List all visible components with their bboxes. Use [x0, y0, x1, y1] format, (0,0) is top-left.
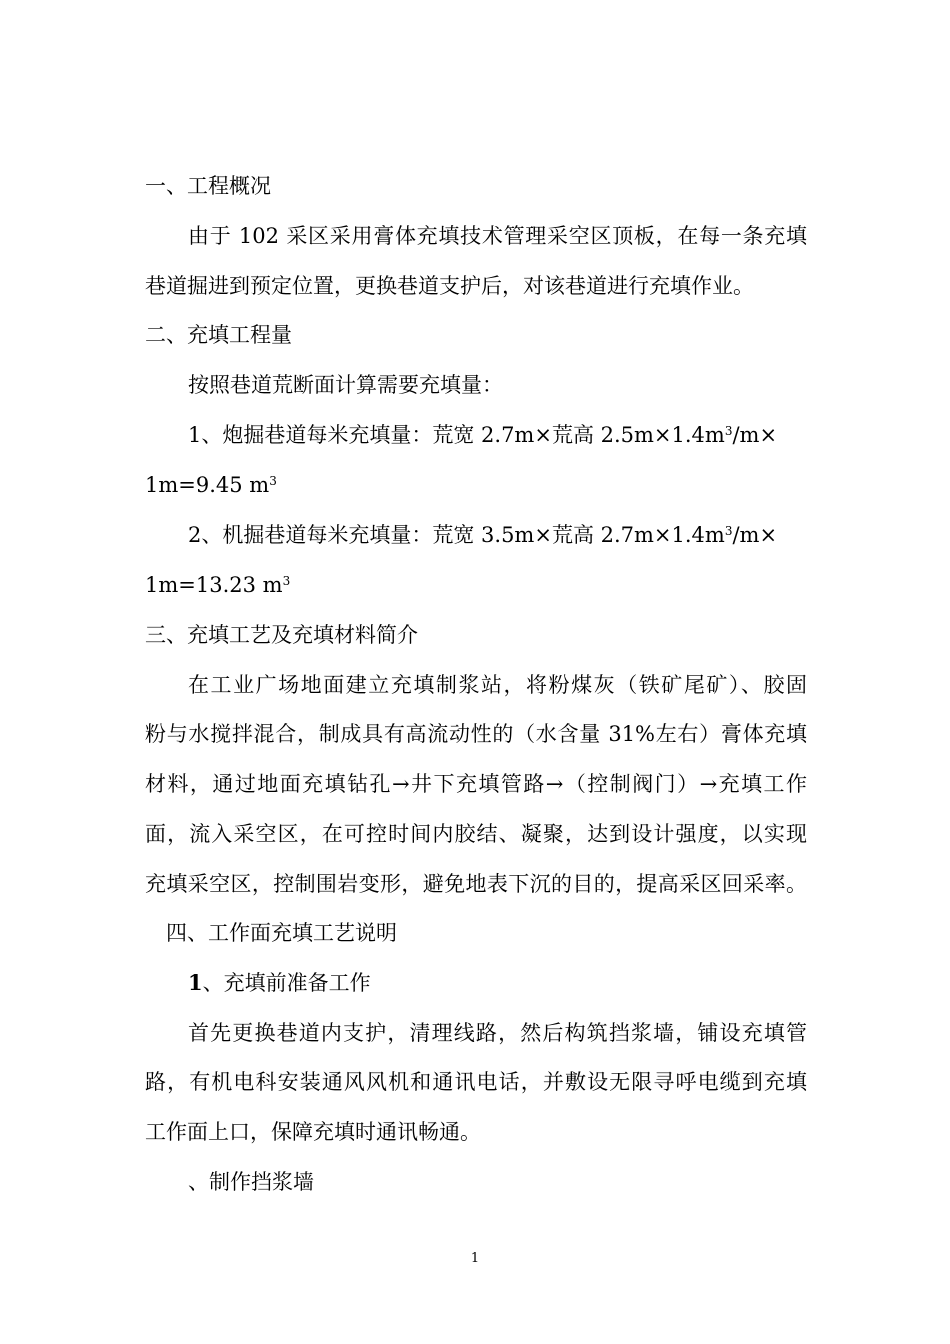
section-4-subheading-2: 、制作挡浆墙: [188, 1170, 314, 1194]
subheading-1-text: 、充填前准备工作: [202, 971, 371, 995]
section-2-item-2: [188, 521, 777, 549]
section-4-subheading-1: [188, 969, 371, 997]
item-1-formula: 1、炮掘巷道每米充填量：荒宽 2.7m×荒高 2.5m×1.4m: [188, 423, 725, 447]
section-4-paragraph-line: 路，有机电科安装通风风机和通讯电话，并敷设无限寻呼电缆到充填: [145, 1070, 807, 1094]
item-1-result: 1m=9.45 m: [145, 473, 270, 497]
subheading-1-number: 1: [188, 970, 203, 995]
section-2-item-1-result: [145, 471, 277, 499]
item-2-result: 1m=13.23 m: [145, 573, 283, 597]
section-3-paragraph-line: 在工业广场地面建立充填制浆站，将粉煤灰（铁矿尾矿）、胶固: [188, 673, 807, 697]
section-3-heading: 三、充填工艺及充填材料简介: [145, 623, 418, 647]
section-3-paragraph-line: 粉与水搅拌混合，制成具有高流动性的（水含量 31%左右）膏体充填: [145, 722, 807, 746]
item-2-formula-tail: /m×: [732, 523, 778, 547]
section-2-intro: 按照巷道荒断面计算需要充填量：: [188, 373, 503, 397]
item-2-result-superscript: 3: [282, 574, 291, 588]
item-1-superscript: 3: [724, 424, 733, 438]
section-3-paragraph-line: 材料，通过地面充填钻孔→井下充填管路→（控制阀门）→充填工作: [145, 772, 807, 796]
page-number: 1: [470, 1251, 480, 1266]
section-3-paragraph-line: 充填采空区，控制围岩变形，避免地表下沉的目的，提高采区回采率。: [145, 872, 807, 896]
section-4-heading: 四、工作面充填工艺说明: [166, 921, 397, 945]
item-1-formula-tail: /m×: [732, 423, 778, 447]
section-3-paragraph-line: 面，流入采空区，在可控时间内胶结、凝聚，达到设计强度，以实现: [145, 822, 807, 846]
section-2-item-2-result: [145, 571, 290, 599]
item-2-superscript: 3: [724, 524, 733, 538]
section-1-paragraph-line: 巷道掘进到预定位置，更换巷道支护后，对该巷道进行充填作业。: [145, 274, 754, 298]
section-2-heading: 二、充填工程量: [145, 323, 292, 347]
section-4-paragraph-line: 工作面上口，保障充填时通讯畅通。: [145, 1120, 481, 1144]
section-1-paragraph-line: 由于 102 采区采用膏体充填技术管理采空区顶板，在每一条充填: [188, 224, 807, 248]
item-1-result-superscript: 3: [269, 474, 277, 488]
section-2-item-1: [188, 421, 777, 449]
section-4-paragraph-line: 首先更换巷道内支护，清理线路，然后构筑挡浆墙，铺设充填管: [188, 1021, 807, 1045]
item-2-formula: 2、机掘巷道每米充填量：荒宽 3.5m×荒高 2.7m×1.4m: [188, 523, 725, 547]
section-1-heading: 一、工程概况: [145, 174, 271, 198]
